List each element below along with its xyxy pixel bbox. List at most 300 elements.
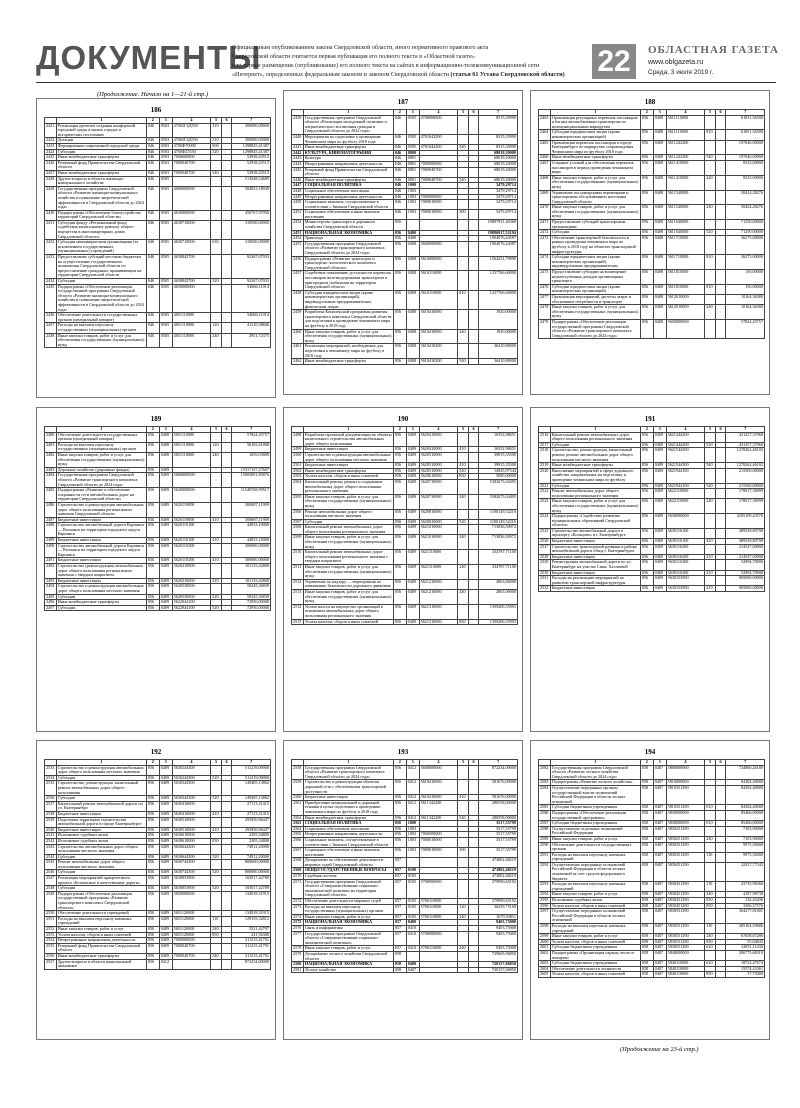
- table-cell: 2445: [292, 167, 304, 177]
- table-cell: 52994,70000: [726, 570, 765, 576]
- table-header-cell: 6: [715, 110, 726, 116]
- table-cell: 36275,00000: [726, 235, 765, 254]
- table-cell: 280558,00000: [479, 800, 518, 815]
- table-row: [292, 290, 518, 309]
- table-cell: [715, 235, 726, 254]
- table-cell: 056: [640, 294, 653, 304]
- table-cell: 5830451290: [666, 892, 705, 898]
- table-cell: 3479,29714: [479, 194, 518, 200]
- table-cell: ОБЩЕГОСУДАРСТВЕННЫЕ ВОПРОСЫ: [303, 868, 393, 874]
- table-cell: [458, 879, 469, 898]
- newspaper-name: ОБЛАСТНАЯ ГАЗЕТА: [648, 44, 779, 56]
- table-cell: 4701042200: [419, 134, 458, 144]
- table-cell: Другие вопросы в области жилищно-коммунального хозяйства: [56, 176, 146, 186]
- table-row: [539, 160, 765, 175]
- table-cell: 110: [211, 916, 222, 926]
- table-cell: [221, 240, 232, 255]
- table-cell: Бюджетные инвестиции: [550, 539, 640, 545]
- table-cell: Социальные выплаты, осуществляемые в соответствии с Законом Свердловской области: [303, 200, 393, 210]
- table-cell: 410: [211, 578, 222, 584]
- table-header-cell: 7: [232, 427, 271, 433]
- table-cell: 2544: [46, 854, 55, 859]
- table-cell: 1003: [406, 210, 419, 220]
- table-cell: 5621444200: [666, 442, 705, 448]
- table-cell: 0105: [406, 914, 419, 920]
- page-number-label: 192: [150, 748, 162, 756]
- table-cell: 056: [393, 826, 406, 832]
- table-cell: [211, 584, 222, 594]
- table-header-cell: 2: [640, 760, 653, 766]
- table-cell: 15005891,85876: [232, 473, 271, 488]
- table-cell: 5611540000: [666, 190, 705, 205]
- table-cell: [468, 590, 479, 605]
- table-cell: 2589: [540, 836, 549, 841]
- table-cell: Строительство, реконструкция, капитальный ремонт автомобильных дорог общего пользования: [56, 781, 146, 796]
- table-cell: Бюджетные инвестиции: [550, 586, 640, 592]
- table-cell: 5620410000: [419, 447, 458, 453]
- table-cell: Содействие повышению доступности перевозок пассажиров железнодорожным транспортом в пригородном сообщении на территории Свердловской области: [303, 271, 393, 290]
- table-cell: 0409: [159, 578, 172, 584]
- table-cell: 3517,55799: [479, 832, 518, 838]
- table-cell: 056: [640, 448, 653, 463]
- table-cell: 056: [393, 494, 406, 509]
- table-cell: 0409: [159, 938, 172, 944]
- table-cell: Иные закупки товаров, работ и услуг для обеспечения государственных (муниципальных) нужд: [304, 564, 392, 579]
- table-cell: [458, 931, 469, 946]
- table-cell: Организация мероприятий, расчеты затрат и обоснование потребности в транспорте: [550, 294, 640, 304]
- table-cell: 0408: [159, 432, 172, 442]
- table-cell: 85466,00000: [726, 821, 765, 827]
- table-cell: Субсидии: [56, 605, 146, 611]
- table-cell: 0105: [406, 879, 419, 898]
- table-cell: 0505: [159, 210, 172, 220]
- table-cell: 37,75000: [726, 972, 765, 978]
- table-cell: 0409: [159, 886, 172, 892]
- table-cell: 056: [393, 479, 406, 494]
- table-cell: 056: [393, 474, 406, 480]
- table-cell: [458, 837, 469, 847]
- table-cell: [468, 800, 479, 815]
- table-cell: 0503: [159, 138, 172, 144]
- table-cell: 54066,11014: [232, 313, 271, 323]
- table-cell: [468, 848, 479, 858]
- table-cell: [468, 432, 479, 447]
- table-cell: Обеспечение деятельности государственных органов (центральный аппарат): [56, 432, 146, 442]
- table-cell: Социальное обеспечение и иные выплаты населению: [303, 848, 393, 858]
- table-cell: [221, 860, 232, 870]
- table-cell: 240: [705, 305, 716, 320]
- table-cell: 5620000000: [172, 488, 211, 503]
- table-header-cell: 1: [550, 427, 640, 433]
- table-cell: 473802,48219: [479, 868, 518, 874]
- table-cell: 056: [146, 938, 159, 944]
- table-cell: [468, 904, 479, 914]
- table-row: [292, 931, 518, 946]
- table-cell: 214547,00000: [726, 554, 765, 560]
- table-cell: Субсидии: [550, 442, 640, 448]
- table-cell: 0409: [406, 535, 419, 550]
- table-cell: 5620810000: [419, 509, 458, 519]
- table-cell: Исполнение судебных актов: [550, 898, 640, 904]
- table-cell: Иные закупки товаров, работ и услуг: [56, 927, 146, 933]
- table-cell: 2481: [45, 442, 57, 452]
- table-cell: 9975,50000: [726, 842, 765, 852]
- table-cell: 540: [458, 359, 469, 365]
- table-header-cell: 5: [458, 110, 469, 116]
- table-cell: [705, 294, 716, 304]
- table-cell: 2433: [45, 255, 57, 279]
- table-cell: Обеспечение деятельности мировых судей: [303, 899, 393, 905]
- table-cell: 057: [393, 904, 406, 914]
- table-cell: 5621010000: [419, 525, 458, 535]
- table-cell: [705, 560, 716, 570]
- table-cell: Организация регулярных перевозок пассажиров и багажа автомобильным транспортом по межмуниципальным маршрутам: [550, 115, 640, 130]
- table-cell: 27113,31415: [232, 811, 271, 817]
- table-cell: 2447: [293, 182, 302, 188]
- table-cell: 0409: [159, 833, 172, 839]
- table-cell: [221, 210, 232, 220]
- table-cell: Иные закупки товаров, работ и услуг: [550, 836, 640, 842]
- table-cell: 2529: [539, 560, 551, 570]
- table-cell: 0407: [653, 862, 666, 881]
- table-cell: [211, 959, 222, 969]
- table-cell: 2558: [292, 765, 304, 780]
- document-page: [283, 407, 523, 732]
- publication-notice: [232, 44, 584, 80]
- table-cell: 318500,00000: [232, 240, 271, 255]
- table-cell: 1399206,55993: [479, 604, 518, 619]
- table-cell: 5830000000: [666, 821, 705, 827]
- table-cell: 0409: [159, 564, 172, 579]
- table-cell: 5651110000: [172, 452, 211, 467]
- table-cell: [221, 502, 232, 517]
- masthead: [0, 0, 800, 82]
- table-cell: Иные закупки товаров, работ и услуг для обеспечения государственных (муниципальных) нужд: [304, 534, 392, 549]
- table-cell: 67658,67286: [726, 934, 765, 940]
- table-cell: 800000,00000: [232, 870, 271, 876]
- table-cell: 0105: [406, 904, 419, 914]
- table-cell: [172, 176, 211, 186]
- table-cell: 7000010000: [419, 200, 458, 210]
- table-cell: 540: [458, 815, 469, 821]
- table-cell: [715, 270, 726, 285]
- table-cell: 058: [640, 961, 653, 967]
- table-cell: 056: [640, 319, 653, 338]
- table-header-cell: 2: [146, 760, 159, 766]
- document-page: [530, 90, 770, 395]
- table-cell: 2510: [292, 550, 304, 565]
- table-cell: [458, 115, 469, 134]
- document-page: [530, 407, 770, 732]
- table-cell: 5840000000: [666, 950, 705, 960]
- table-cell: 0409: [159, 927, 172, 933]
- table-cell: Строительство и реконструкция автомобильных дорог общего пользования местного значения: [56, 584, 146, 594]
- table-cell: Подготовка территории строительства автомобильной дороги в городе Екатеринбурге: [56, 817, 146, 827]
- table-row: [45, 210, 271, 220]
- table-cell: 0412: [406, 800, 419, 815]
- table-cell: [468, 565, 479, 580]
- table-cell: 300000,00000: [232, 558, 271, 564]
- table-cell: 4651110000: [172, 313, 211, 323]
- table-cell: 2532: [540, 585, 549, 591]
- table-cell: 2477: [539, 294, 551, 304]
- table-cell: [419, 220, 458, 230]
- table-cell: 5830000000: [666, 810, 705, 820]
- table-cell: 5620710000: [419, 494, 458, 509]
- table-cell: 0801: [406, 167, 419, 177]
- table-cell: 056: [640, 468, 653, 483]
- table-cell: Строительство и реконструкция автомобильных дорог общего пользования местного значения: [303, 452, 393, 462]
- table-cell: 5621444200: [666, 432, 705, 442]
- table-cell: 240: [458, 329, 469, 344]
- table-cell: 7000000000: [172, 155, 211, 161]
- table-cell: 2489: [46, 537, 55, 543]
- table-cell: 1237766,60000: [479, 290, 518, 309]
- table-cell: 5630853900: [172, 886, 211, 892]
- table-cell: 5621210000: [419, 590, 458, 605]
- table-cell: Иные межбюджетные трансферты: [550, 155, 640, 161]
- table-cell: Обеспечение деятельности учреждений: [56, 911, 146, 917]
- table-cell: Строительство и реконструкция автомобильных дорог общего пользования местного значения: [56, 765, 146, 775]
- table-cell: 2863,06000: [479, 590, 518, 605]
- table-cell: 5630116100: [666, 528, 705, 538]
- table-cell: 2563: [293, 820, 302, 826]
- table-cell: Иные закупки товаров, работ и услуг: [303, 946, 393, 952]
- table-cell: 473802,48219: [479, 874, 518, 880]
- table-cell: Подпрограмма «Развитие лесного хозяйства»: [550, 780, 640, 786]
- table-cell: 2599: [540, 933, 549, 939]
- table-cell: 0409: [159, 600, 172, 606]
- table-cell: 5611342200: [419, 800, 458, 815]
- table-cell: 2462: [293, 358, 302, 364]
- table-cell: Иные межбюджетные трансферты: [303, 177, 393, 183]
- table-cell: 1003: [406, 200, 419, 210]
- table-cell: 056: [640, 230, 653, 236]
- table-row: [539, 130, 765, 140]
- table-cell: 0409: [159, 543, 172, 558]
- table-cell: 2482: [45, 452, 57, 467]
- table-cell: 0505: [159, 240, 172, 255]
- table-cell: 056: [146, 488, 159, 503]
- table-header-cell: 5: [211, 427, 222, 433]
- table-cell: [715, 924, 726, 934]
- table-cell: 2534: [46, 775, 55, 780]
- table-cell: Обеспечение деятельности государственных органов (центральный аппарат): [56, 313, 146, 323]
- table-cell: 057: [393, 879, 406, 898]
- table-cell: 1399206,55993: [479, 619, 518, 625]
- table-cell: 5630610000: [172, 833, 211, 839]
- table-cell: Непрограммные направления деятельности: [303, 832, 393, 838]
- table-cell: Судебная система: [303, 874, 393, 880]
- table-cell: 7000010000: [419, 210, 458, 220]
- table-cell: 2441: [293, 144, 302, 150]
- table-cell: [715, 115, 726, 130]
- table-cell: 10164,36380: [726, 294, 765, 304]
- table-cell: 056: [146, 932, 159, 938]
- table-cell: [715, 432, 726, 442]
- table-cell: 046: [146, 279, 159, 285]
- table-cell: [715, 294, 726, 304]
- table-cell: 046: [393, 156, 406, 162]
- table-cell: 7000040700: [172, 953, 211, 959]
- table-cell: 5620110200: [172, 558, 211, 564]
- table-cell: [705, 319, 716, 338]
- table-cell: 0505: [159, 279, 172, 285]
- table-header-cell: 3: [653, 110, 666, 116]
- table-cell: Капитальный ремонт, ремонт и содержание автомобильных дорог общего пользования регионального значения: [303, 479, 393, 494]
- table-cell: 8315,35990: [479, 134, 518, 144]
- table-cell: 2437: [45, 323, 57, 333]
- table-cell: 540: [211, 170, 222, 176]
- table-cell: [458, 967, 469, 973]
- table-cell: [221, 186, 232, 210]
- table-cell: 0409: [159, 775, 172, 781]
- table-cell: 2448: [293, 188, 302, 193]
- table-cell: 61051,56500: [726, 115, 765, 130]
- table-cell: 5651110000: [172, 432, 211, 442]
- table-cell: 3479,29714: [479, 210, 518, 220]
- table-cell: [211, 313, 222, 323]
- table-cell: 511219,00000: [232, 765, 271, 775]
- table-row: [292, 256, 518, 271]
- table-cell: 0409: [406, 550, 419, 565]
- table-cell: 5830251290: [666, 836, 705, 842]
- document-page: [36, 98, 276, 398]
- table-cell: 2559: [292, 780, 304, 795]
- table-cell: 2587: [540, 820, 549, 826]
- table-cell: 0503: [159, 170, 172, 176]
- table-cell: [458, 604, 469, 619]
- table-cell: 7000010000: [419, 848, 458, 858]
- budget-table: [291, 759, 518, 973]
- table-cell: 0409: [653, 448, 666, 463]
- table-cell: 2427: [46, 170, 55, 175]
- table-cell: 59245,36839: [232, 594, 271, 600]
- table-cell: 7000040700: [172, 943, 211, 953]
- table-cell: [715, 130, 726, 140]
- table-cell: 0801: [406, 161, 419, 167]
- table-cell: 0409: [653, 539, 666, 545]
- table-cell: 0505: [159, 323, 172, 333]
- table-cell: [715, 255, 726, 270]
- table-cell: 2430: [45, 210, 57, 220]
- table-cell: [468, 256, 479, 271]
- table-cell: 2496: [46, 599, 55, 605]
- table-cell: 0100: [406, 868, 419, 874]
- table-cell: 2472: [540, 229, 549, 235]
- table-row: [539, 765, 765, 780]
- table-cell: 058: [640, 898, 653, 904]
- table-cell: 311215,41791: [232, 943, 271, 953]
- table-cell: Организация перевозок пассажиров в городе Екатеринбурге по маршрутам сопровождения Чемпионата мира по футболу 2018 года: [550, 140, 640, 155]
- table-cell: Бюджетные инвестиции: [56, 811, 146, 817]
- table-cell: 5630510000: [172, 817, 211, 827]
- page-number-label: 186: [150, 106, 162, 114]
- table-cell: 056: [640, 270, 653, 285]
- table-cell: 4630710000: [172, 220, 211, 239]
- table-cell: Обеспечение деятельности лесничеств: [550, 966, 640, 972]
- table-cell: Строительство (реконструкция) автомобильных дорог общего пользования регионального значения с твердым покрытием: [56, 564, 146, 579]
- table-cell: Бюджетные инвестиции: [303, 447, 393, 453]
- table-cell: 2542: [46, 838, 55, 843]
- table-cell: 2501: [293, 462, 302, 468]
- table-cell: Предоставление субсидий транспортным организациям: [550, 220, 640, 230]
- table-cell: 101135,42800: [232, 578, 271, 584]
- table-cell: [221, 943, 232, 953]
- table-cell: Строительство автомобильной дороги к аэропорту «Кольцово» в г. Екатеринбурге: [550, 528, 640, 538]
- table-cell: 520: [211, 605, 222, 611]
- table-cell: 2520: [539, 468, 551, 483]
- newspaper-site: www.oblgazeta.ru: [648, 59, 704, 66]
- page-number-label: 193: [397, 748, 409, 756]
- table-cell: 2537: [45, 801, 57, 811]
- table-cell: 830: [705, 898, 716, 904]
- table-cell: 0408: [653, 155, 666, 161]
- table-cell: 0408: [653, 294, 666, 304]
- table-cell: [705, 432, 716, 442]
- table-cell: 5621310000: [419, 619, 458, 625]
- table-cell: 2592: [539, 862, 551, 881]
- table-cell: Государственная программа Свердловской области «Развитие транспортного комплекса Свердловской области до 2024 года»: [303, 765, 393, 780]
- table-cell: 0407: [653, 780, 666, 786]
- table-cell: 41210,38606: [232, 323, 271, 333]
- table-cell: 0407: [653, 842, 666, 852]
- table-cell: 2521: [540, 483, 549, 488]
- table-cell: 056: [393, 848, 406, 858]
- table-cell: 5622110000: [666, 489, 705, 499]
- table-cell: 056: [393, 230, 406, 236]
- table-cell: 5621010000: [419, 535, 458, 550]
- table-cell: 2425: [46, 154, 55, 160]
- table-cell: 056: [393, 565, 406, 580]
- table-cell: 5611110000: [666, 130, 705, 140]
- table-row: [292, 565, 518, 580]
- table-cell: Дорожное хозяйство (дорожные фонды): [56, 467, 146, 473]
- table-cell: Подпрограмма «Обеспечение реализации государственной программы Свердловской области «Развитие транспортного комплекса Свердловской области до 2024 года»: [550, 319, 640, 338]
- table-row: [539, 255, 765, 270]
- table-cell: 55,04843: [726, 939, 765, 945]
- table-cell: [221, 255, 232, 279]
- table-cell: Бюджетные инвестиции: [550, 554, 640, 560]
- table-cell: 5622944100: [172, 600, 211, 606]
- table-cell: 0409: [159, 781, 172, 796]
- table-cell: 5830351290: [666, 842, 705, 852]
- table-cell: 0409: [406, 474, 419, 480]
- budget-table: [538, 109, 765, 339]
- table-cell: [221, 543, 232, 558]
- table-cell: 149405,13862: [232, 796, 271, 802]
- table-cell: 0407: [653, 950, 666, 960]
- table-cell: 240: [211, 452, 222, 467]
- table-cell: [705, 448, 716, 463]
- table-cell: [468, 780, 479, 795]
- table-cell: 540: [458, 177, 469, 183]
- table-cell: 240: [458, 914, 469, 920]
- table-cell: [705, 950, 716, 960]
- table-cell: 129155,32812: [232, 916, 271, 926]
- table-cell: 850: [705, 939, 716, 945]
- table-cell: Осуществление переданных полномочий Российской Федерации в области лесных отношений за счет средств федерального бюджета: [550, 862, 640, 881]
- table-cell: 0400: [406, 230, 419, 236]
- table-header-cell: 6: [221, 118, 232, 124]
- table-cell: 0407: [653, 972, 666, 978]
- table-cell: [705, 220, 716, 230]
- table-cell: 058: [640, 785, 653, 804]
- table-cell: Резервный фонд Правительства Свердловской области: [303, 167, 393, 177]
- table-cell: Иные закупки товаров, работ и услуг для обеспечения государственных (муниципальных) нужд: [551, 204, 639, 219]
- table-cell: 5622110000: [666, 499, 705, 514]
- table-cell: 32051,11430: [726, 945, 765, 951]
